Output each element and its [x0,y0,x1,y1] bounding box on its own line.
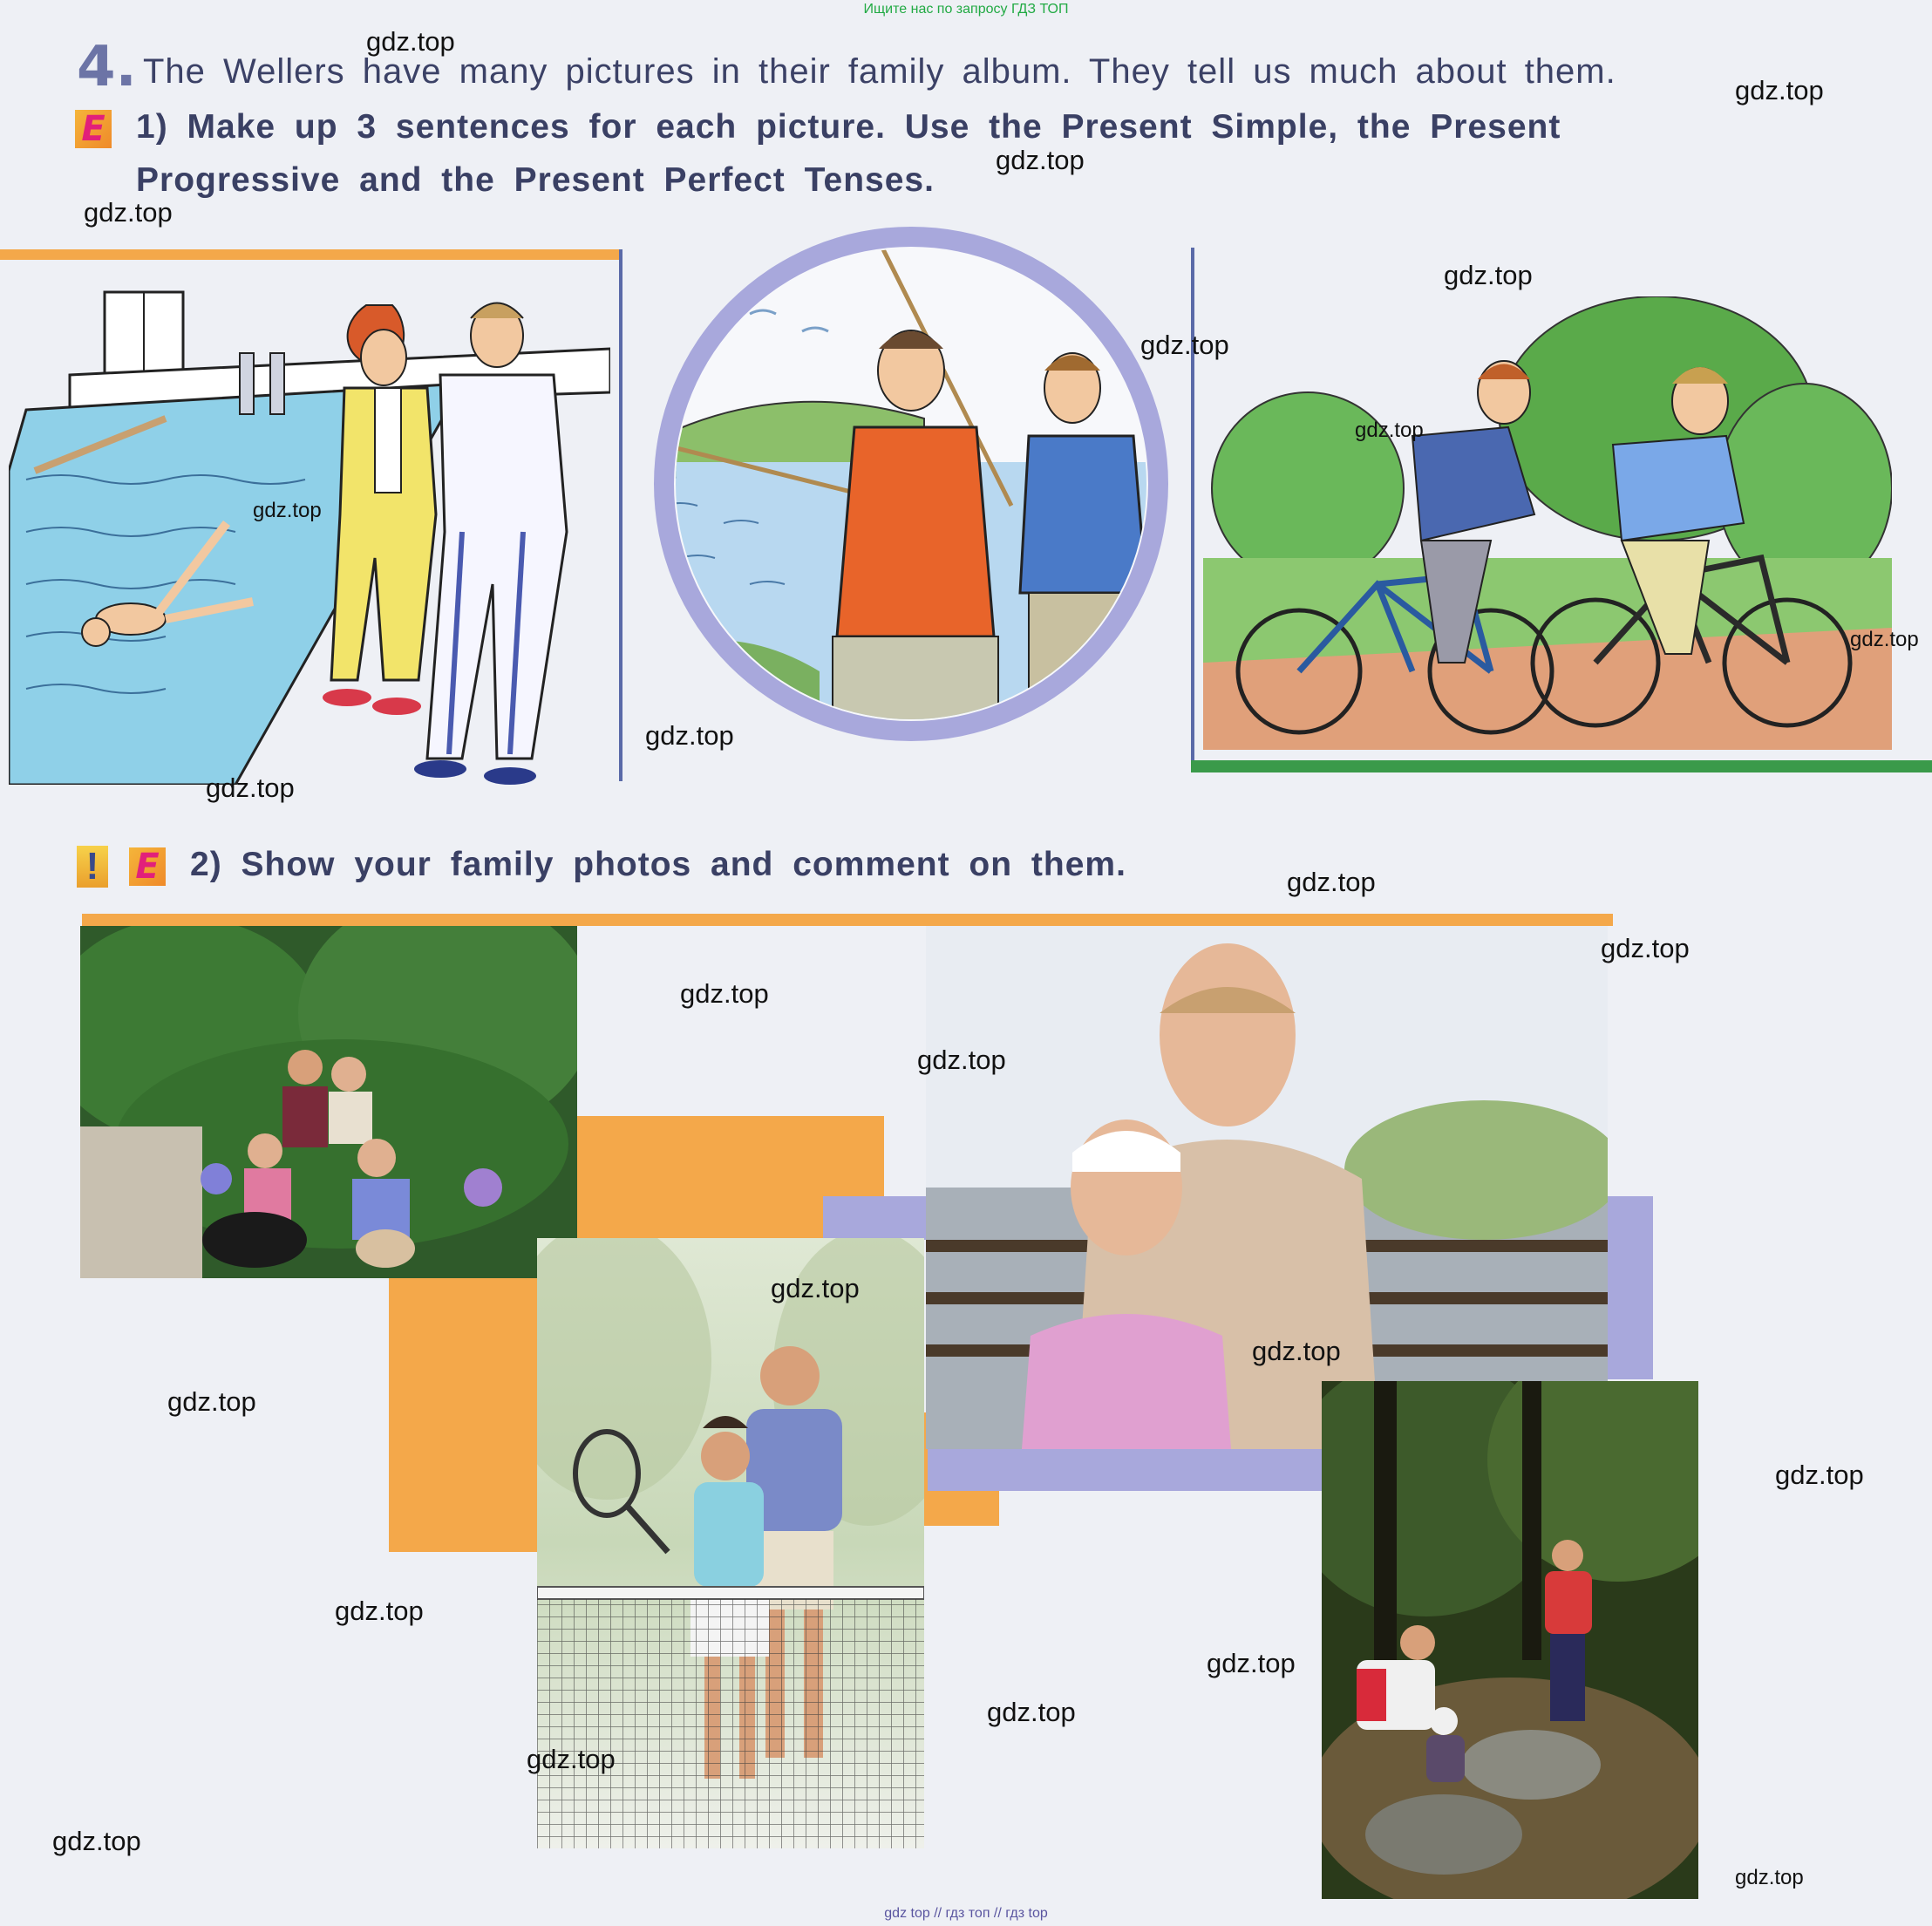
watermark-text: gdz.top [996,145,1085,175]
watermark-text: gdz.top [771,1273,860,1303]
lavender-block [823,1196,928,1240]
watermark-text: gdz.top [645,720,734,751]
top-search-note: Ищите нас по запросу ГДЗ ТОП [863,2,1069,17]
lavender-block [928,1447,1329,1491]
watermark-text: gdz.top [366,26,455,57]
watermark-text: gdz.top [1444,260,1533,290]
task1-line2: Progressive and the Present Perfect Tenses. [136,161,935,199]
cycling-scene-illustration [1203,296,1892,750]
watermark-text: gdz.top [1601,933,1690,963]
lavender-block [1608,1196,1653,1379]
divider-line [619,249,622,781]
watermark-text: gdz.top [52,1826,141,1856]
task2-text: 2) Show your family photos and comment on them. [190,846,1126,883]
exercise-number: 4. [77,35,137,99]
couple-photo [926,926,1608,1449]
pool-scene-illustration [9,270,610,785]
divider-line [1191,248,1194,771]
task-e-badge: E [129,847,166,886]
watermark-text: gdz.top [1850,628,1919,651]
green-rule [1191,760,1932,772]
orange-rule-collage [82,914,1613,926]
watermark-text: gdz.top [84,197,173,228]
watermark-text: gdz.top [1735,1866,1804,1889]
family-garden-photo [80,926,577,1278]
watermark-text: gdz.top [1775,1460,1864,1490]
orange-block [389,1273,537,1552]
watermark-text: gdz.top [1140,330,1229,360]
fishing-scene-illustration [645,218,1177,750]
watermark-text: gdz.top [1252,1336,1341,1366]
watermark-text: gdz.top [206,772,295,803]
task1-line1: 1) Make up 3 sentences for each picture. Use the Present Simple, the Present [136,108,1561,146]
watermark-text: gdz.top [1735,75,1824,105]
watermark-text: gdz.top [335,1596,424,1626]
watermark-text: gdz.top [1287,867,1376,897]
exclamation-badge: ! [77,846,108,888]
watermark-text: gdz.top [167,1386,256,1417]
watermark-text: gdz.top [1355,419,1424,442]
bottom-note: gdz top // гдз топ // гдз top [884,1906,1048,1921]
watermark-text: gdz.top [680,978,769,1009]
exercise-intro: The Wellers have many pictures in their family album. They tell us much about them. [143,52,1616,91]
watermark-text: gdz.top [253,499,322,522]
forest-hike-photo [1322,1381,1698,1899]
watermark-text: gdz.top [527,1744,616,1774]
watermark-text: gdz.top [1207,1648,1296,1678]
task-e-badge: E [75,110,112,148]
watermark-text: gdz.top [917,1045,1006,1075]
orange-rule-top [0,249,621,260]
watermark-text: gdz.top [987,1697,1076,1727]
